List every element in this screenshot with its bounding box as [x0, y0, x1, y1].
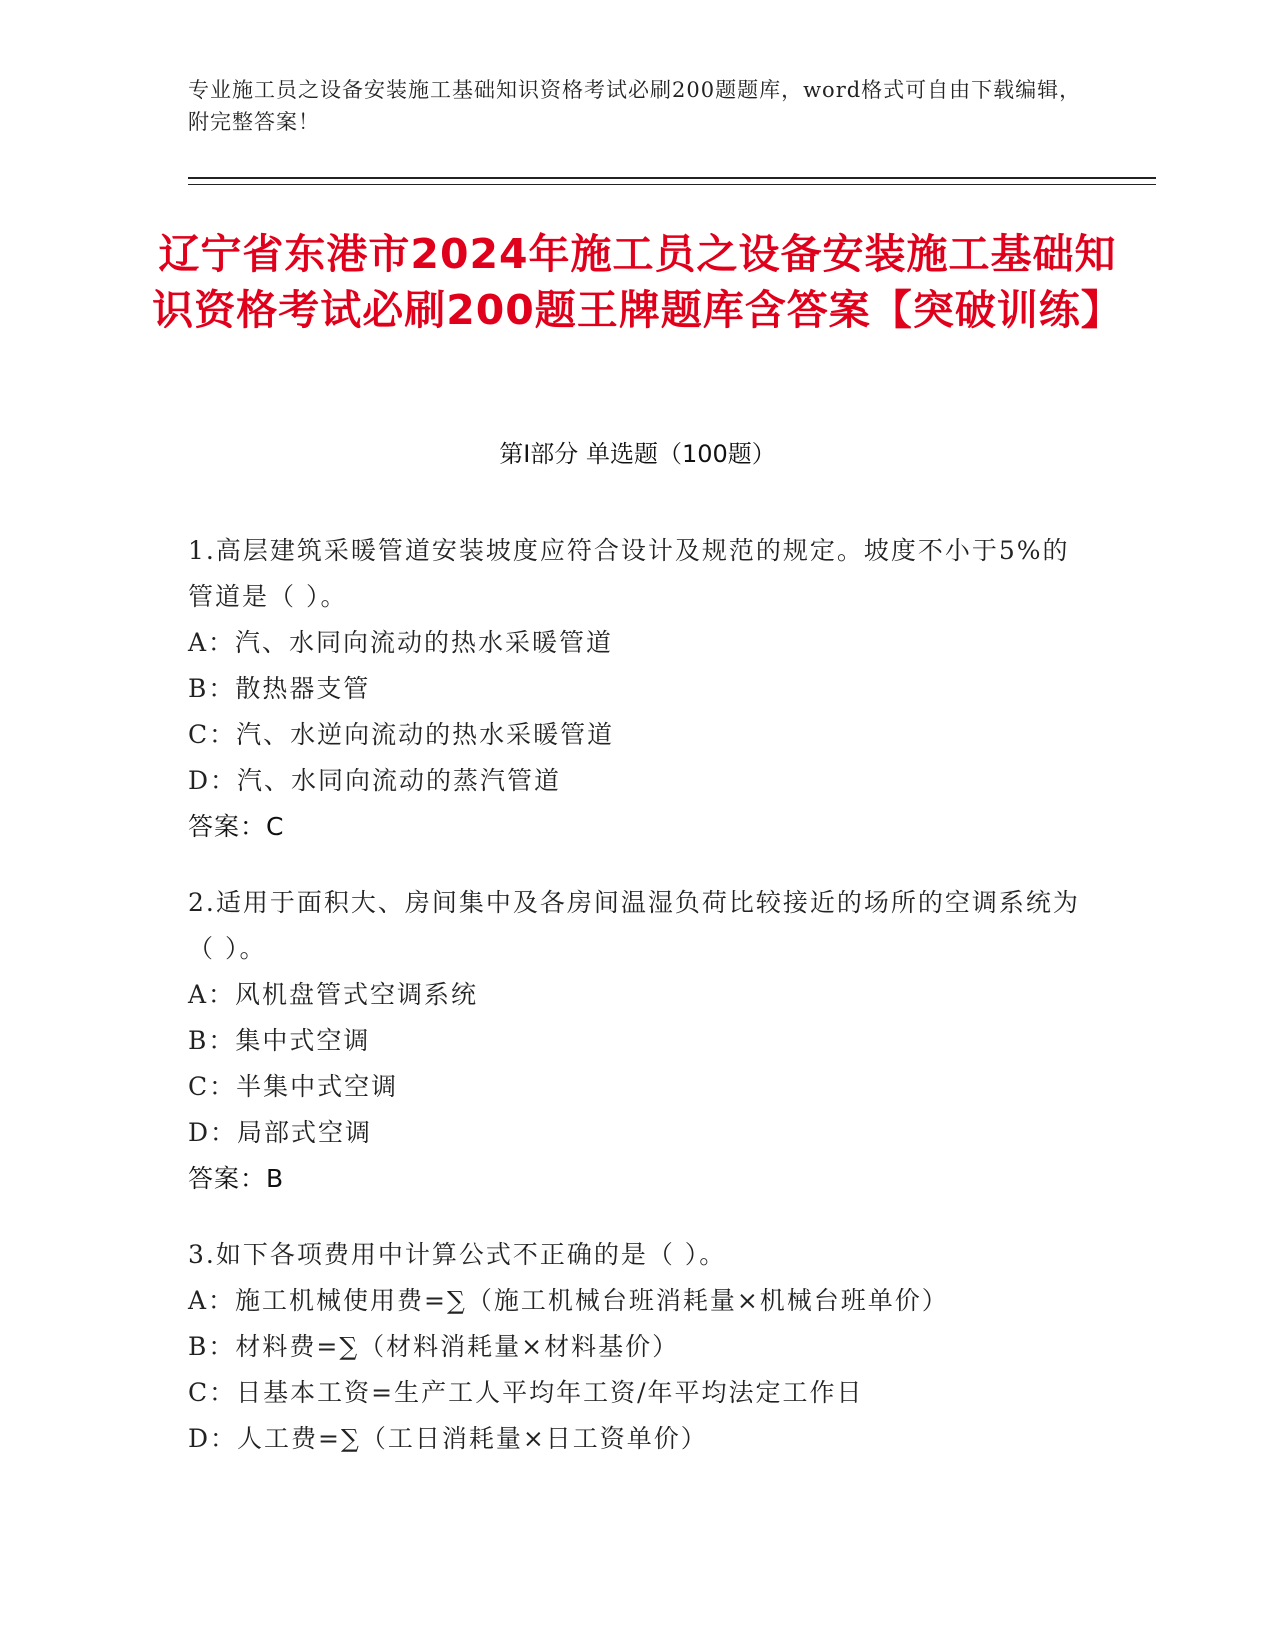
question-list — [188, 528, 1088, 1492]
question-2 — [188, 880, 1088, 1202]
header-note: 专业施工员之设备安装施工基础知识资格考试必刷200题题库，word格式可自由下载编辑，附完整答案！ — [188, 78, 1082, 134]
option-c: C：汽、水逆向流动的热水采暖管道 — [188, 720, 615, 749]
answer: 答案：B — [188, 1164, 285, 1193]
question-3 — [188, 1232, 1088, 1462]
option-b: B：材料费=∑（材料消耗量×材料基价） — [188, 1332, 680, 1361]
question-text: 2.适用于面积大、房间集中及各房间温湿负荷比较接近的场所的空调系统为（ ）。 — [188, 888, 1080, 963]
question-1 — [188, 528, 1088, 850]
option-a: A：汽、水同向流动的热水采暖管道 — [188, 628, 614, 657]
option-d: D：局部式空调 — [188, 1118, 373, 1147]
document-title: 辽宁省东港市2024年施工员之设备安装施工基础知识资格考试必刷200题王牌题库含答案【突破训练】 — [152, 230, 1123, 334]
option-d: D：人工费=∑（工日消耗量×日工资单价） — [188, 1424, 708, 1453]
option-a: A：风机盘管式空调系统 — [188, 980, 479, 1009]
question-text: 3.如下各项费用中计算公式不正确的是（ ）。 — [188, 1240, 727, 1269]
option-a: A：施工机械使用费=∑（施工机械台班消耗量×机械台班单价） — [188, 1286, 949, 1315]
option-c: C：日基本工资=生产工人平均年工资/年平均法定工作日 — [188, 1378, 864, 1407]
option-b: B：集中式空调 — [188, 1026, 371, 1055]
section-heading: 第Ⅰ部分 单选题（100题） — [499, 440, 776, 468]
header-divider-thin — [188, 184, 1156, 185]
header-divider — [188, 177, 1156, 179]
option-d: D：汽、水同向流动的蒸汽管道 — [188, 766, 562, 795]
question-text: 1.高层建筑采暖管道安装坡度应符合设计及规范的规定。坡度不小于5%的管道是（ ）。 — [188, 536, 1070, 611]
option-b: B：散热器支管 — [188, 674, 371, 703]
answer: 答案：C — [188, 812, 285, 841]
option-c: C：半集中式空调 — [188, 1072, 399, 1101]
